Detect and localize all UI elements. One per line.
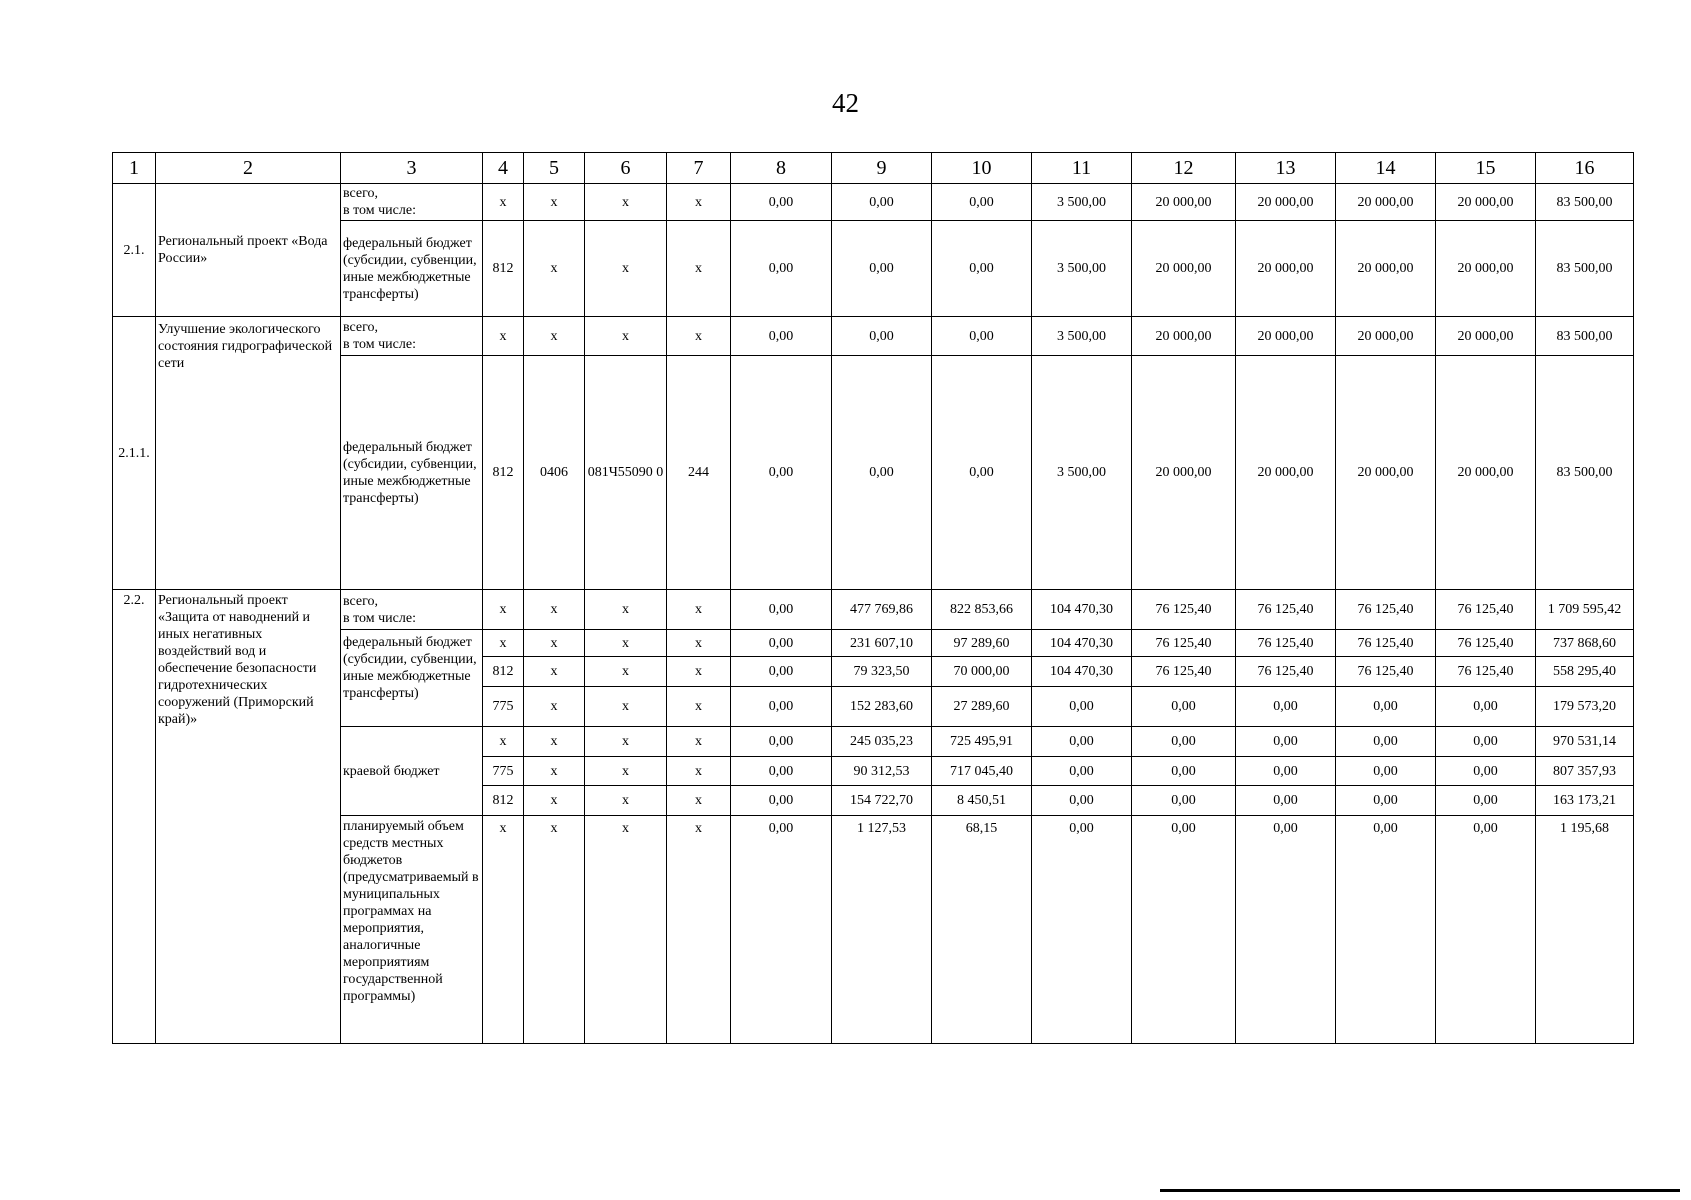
value-cell: 0,00 [1032, 786, 1132, 816]
value-cell: 0,00 [1032, 816, 1132, 1044]
item-number: 2.2. [113, 590, 156, 1044]
value-cell: 1 709 595,42 [1536, 590, 1634, 630]
value-cell: 0,00 [932, 356, 1032, 590]
value-cell: 20 000,00 [1236, 356, 1336, 590]
value-cell: 0,00 [932, 317, 1032, 356]
code-cell-c4: х [483, 317, 524, 356]
code-cell-c5: х [524, 317, 585, 356]
value-cell: 558 295,40 [1536, 657, 1634, 687]
value-cell: 0,00 [731, 727, 832, 757]
item-name: Региональный проект «Вода России» [156, 184, 341, 317]
column-number: 9 [832, 153, 932, 184]
code-cell-c5: х [524, 757, 585, 786]
value-cell: 0,00 [1236, 816, 1336, 1044]
funding-source: планируемый объем средств местных бюджетов (предусматриваемый в муниципальных программах на мероприятия, аналогичные мероприятиям государственной программы) [341, 816, 483, 1044]
value-cell: 0,00 [731, 184, 832, 221]
value-cell: 83 500,00 [1536, 317, 1634, 356]
value-cell: 20 000,00 [1132, 356, 1236, 590]
code-cell-c7: х [667, 786, 731, 816]
column-number: 13 [1236, 153, 1336, 184]
column-number: 11 [1032, 153, 1132, 184]
value-cell: 0,00 [932, 221, 1032, 317]
value-cell: 179 573,20 [1536, 687, 1634, 727]
page-number: 42 [832, 88, 859, 118]
code-cell-c4: х [483, 630, 524, 657]
value-cell: 0,00 [832, 317, 932, 356]
code-cell-c7: х [667, 184, 731, 221]
value-cell: 0,00 [1132, 786, 1236, 816]
table-row [113, 356, 1634, 590]
funding-source: всего, в том числе: [341, 184, 483, 221]
value-cell: 807 357,93 [1536, 757, 1634, 786]
value-cell: 477 769,86 [832, 590, 932, 630]
funding-source: всего, в том числе: [341, 590, 483, 630]
code-cell-c7: х [667, 221, 731, 317]
value-cell: 20 000,00 [1132, 317, 1236, 356]
value-cell: 0,00 [1236, 757, 1336, 786]
code-cell-c6: 081Ч55090 0 [585, 356, 667, 590]
value-cell: 0,00 [731, 317, 832, 356]
table-row [113, 630, 1634, 657]
budget-table [112, 152, 1634, 1044]
code-cell-c5: х [524, 816, 585, 1044]
value-cell: 76 125,40 [1132, 630, 1236, 657]
value-cell: 0,00 [1236, 786, 1336, 816]
value-cell: 0,00 [731, 757, 832, 786]
funding-source: всего, в том числе: [341, 317, 483, 356]
value-cell: 0,00 [1132, 757, 1236, 786]
value-cell: 20 000,00 [1236, 184, 1336, 221]
value-cell: 0,00 [832, 356, 932, 590]
code-cell-c6: х [585, 317, 667, 356]
column-number: 15 [1436, 153, 1536, 184]
value-cell: 20 000,00 [1336, 356, 1436, 590]
value-cell: 0,00 [932, 184, 1032, 221]
value-cell: 0,00 [1132, 816, 1236, 1044]
value-cell: 0,00 [1032, 727, 1132, 757]
code-cell-c4: 812 [483, 657, 524, 687]
value-cell: 20 000,00 [1436, 356, 1536, 590]
value-cell: 717 045,40 [932, 757, 1032, 786]
value-cell: 76 125,40 [1336, 630, 1436, 657]
column-number: 6 [585, 153, 667, 184]
value-cell: 231 607,10 [832, 630, 932, 657]
code-cell-c6: х [585, 727, 667, 757]
code-cell-c4: х [483, 727, 524, 757]
code-cell-c5: х [524, 687, 585, 727]
value-cell: 20 000,00 [1236, 317, 1336, 356]
value-cell: 0,00 [731, 356, 832, 590]
value-cell: 20 000,00 [1336, 221, 1436, 317]
code-cell-c7: х [667, 317, 731, 356]
value-cell: 0,00 [1132, 687, 1236, 727]
code-cell-c4: 775 [483, 687, 524, 727]
column-number: 14 [1336, 153, 1436, 184]
value-cell: 0,00 [731, 816, 832, 1044]
value-cell: 27 289,60 [932, 687, 1032, 727]
code-cell-c4: х [483, 590, 524, 630]
value-cell: 0,00 [1336, 727, 1436, 757]
code-cell-c6: х [585, 757, 667, 786]
code-cell-c5: х [524, 221, 585, 317]
code-cell-c7: х [667, 657, 731, 687]
value-cell: 3 500,00 [1032, 317, 1132, 356]
code-cell-c6: х [585, 590, 667, 630]
code-cell-c7: х [667, 590, 731, 630]
value-cell: 1 195,68 [1536, 816, 1634, 1044]
column-number: 10 [932, 153, 1032, 184]
code-cell-c5: х [524, 630, 585, 657]
code-cell-c4: 812 [483, 786, 524, 816]
code-cell-c5: х [524, 786, 585, 816]
table-row [113, 590, 1634, 630]
table-row [113, 816, 1634, 1044]
value-cell: 97 289,60 [932, 630, 1032, 657]
code-cell-c6: х [585, 816, 667, 1044]
column-number: 2 [156, 153, 341, 184]
value-cell: 20 000,00 [1236, 221, 1336, 317]
code-cell-c5: х [524, 657, 585, 687]
header-row [113, 153, 1634, 184]
value-cell: 0,00 [731, 657, 832, 687]
value-cell: 245 035,23 [832, 727, 932, 757]
value-cell: 0,00 [832, 221, 932, 317]
code-cell-c4: 812 [483, 221, 524, 317]
table-row [113, 727, 1634, 757]
value-cell: 76 125,40 [1236, 630, 1336, 657]
value-cell: 76 125,40 [1336, 590, 1436, 630]
code-cell-c7: х [667, 757, 731, 786]
code-cell-c6: х [585, 221, 667, 317]
item-number: 2.1.1. [113, 317, 156, 590]
code-cell-c7: х [667, 727, 731, 757]
footer-rule [1160, 1189, 1680, 1192]
column-number: 4 [483, 153, 524, 184]
value-cell: 154 722,70 [832, 786, 932, 816]
value-cell: 152 283,60 [832, 687, 932, 727]
value-cell: 8 450,51 [932, 786, 1032, 816]
table-row [113, 317, 1634, 356]
value-cell: 0,00 [731, 590, 832, 630]
code-cell-c4: 812 [483, 356, 524, 590]
code-cell-c6: х [585, 630, 667, 657]
item-name: Улучшение экологического состояния гидрографической сети [156, 317, 341, 590]
value-cell: 83 500,00 [1536, 356, 1634, 590]
code-cell-c7: х [667, 630, 731, 657]
column-number: 7 [667, 153, 731, 184]
code-cell-c5: х [524, 590, 585, 630]
value-cell: 0,00 [1436, 757, 1536, 786]
value-cell: 0,00 [1436, 816, 1536, 1044]
value-cell: 0,00 [1032, 757, 1132, 786]
column-number: 1 [113, 153, 156, 184]
value-cell: 20 000,00 [1132, 221, 1236, 317]
value-cell: 0,00 [731, 687, 832, 727]
value-cell: 1 127,53 [832, 816, 932, 1044]
value-cell: 104 470,30 [1032, 590, 1132, 630]
value-cell: 0,00 [1032, 687, 1132, 727]
value-cell: 0,00 [1336, 687, 1436, 727]
code-cell-c4: х [483, 816, 524, 1044]
value-cell: 20 000,00 [1436, 317, 1536, 356]
value-cell: 79 323,50 [832, 657, 932, 687]
value-cell: 70 000,00 [932, 657, 1032, 687]
code-cell-c7: х [667, 687, 731, 727]
value-cell: 0,00 [832, 184, 932, 221]
value-cell: 3 500,00 [1032, 356, 1132, 590]
code-cell-c5: х [524, 727, 585, 757]
funding-source: краевой бюджет [341, 727, 483, 816]
value-cell: 0,00 [1336, 757, 1436, 786]
value-cell: 76 125,40 [1132, 590, 1236, 630]
value-cell: 20 000,00 [1336, 317, 1436, 356]
value-cell: 76 125,40 [1436, 590, 1536, 630]
table-row [113, 184, 1634, 221]
value-cell: 20 000,00 [1436, 221, 1536, 317]
value-cell: 83 500,00 [1536, 184, 1634, 221]
value-cell: 0,00 [731, 221, 832, 317]
value-cell: 20 000,00 [1436, 184, 1536, 221]
code-cell-c7: 244 [667, 356, 731, 590]
value-cell: 83 500,00 [1536, 221, 1634, 317]
column-number: 5 [524, 153, 585, 184]
value-cell: 0,00 [731, 630, 832, 657]
funding-source: федеральный бюджет (субсидии, субвенции, иные межбюджетные трансферты) [341, 356, 483, 590]
value-cell: 3 500,00 [1032, 221, 1132, 317]
value-cell: 737 868,60 [1536, 630, 1634, 657]
table-row [113, 221, 1634, 317]
value-cell: 3 500,00 [1032, 184, 1132, 221]
column-number: 8 [731, 153, 832, 184]
value-cell: 725 495,91 [932, 727, 1032, 757]
value-cell: 76 125,40 [1436, 657, 1536, 687]
value-cell: 76 125,40 [1336, 657, 1436, 687]
value-cell: 68,15 [932, 816, 1032, 1044]
value-cell: 20 000,00 [1132, 184, 1236, 221]
value-cell: 0,00 [1436, 786, 1536, 816]
column-number: 3 [341, 153, 483, 184]
value-cell: 76 125,40 [1236, 590, 1336, 630]
value-cell: 104 470,30 [1032, 657, 1132, 687]
item-name: Региональный проект «Защита от наводнений и иных негативных воздействий вод и обеспечение безопасности гидротехнических сооружений (Приморский край)» [156, 590, 341, 1044]
funding-source: федеральный бюджет (субсидии, субвенции, иные межбюджетные трансферты) [341, 630, 483, 727]
value-cell: 76 125,40 [1236, 657, 1336, 687]
value-cell: 0,00 [1436, 687, 1536, 727]
funding-source: федеральный бюджет (субсидии, субвенции, иные межбюджетные трансферты) [341, 221, 483, 317]
value-cell: 0,00 [1436, 727, 1536, 757]
code-cell-c6: х [585, 184, 667, 221]
code-cell-c7: х [667, 816, 731, 1044]
item-number: 2.1. [113, 184, 156, 317]
code-cell-c4: 775 [483, 757, 524, 786]
value-cell: 76 125,40 [1132, 657, 1236, 687]
value-cell: 0,00 [1236, 727, 1336, 757]
value-cell: 90 312,53 [832, 757, 932, 786]
value-cell: 970 531,14 [1536, 727, 1634, 757]
value-cell: 163 173,21 [1536, 786, 1634, 816]
code-cell-c6: х [585, 786, 667, 816]
code-cell-c5: х [524, 184, 585, 221]
value-cell: 20 000,00 [1336, 184, 1436, 221]
value-cell: 0,00 [731, 786, 832, 816]
code-cell-c6: х [585, 687, 667, 727]
value-cell: 104 470,30 [1032, 630, 1132, 657]
value-cell: 76 125,40 [1436, 630, 1536, 657]
value-cell: 0,00 [1236, 687, 1336, 727]
code-cell-c5: 0406 [524, 356, 585, 590]
table-body [113, 153, 1634, 1044]
value-cell: 822 853,66 [932, 590, 1032, 630]
code-cell-c4: х [483, 184, 524, 221]
column-number: 12 [1132, 153, 1236, 184]
value-cell: 0,00 [1336, 786, 1436, 816]
value-cell: 0,00 [1132, 727, 1236, 757]
code-cell-c6: х [585, 657, 667, 687]
value-cell: 0,00 [1336, 816, 1436, 1044]
column-number: 16 [1536, 153, 1634, 184]
